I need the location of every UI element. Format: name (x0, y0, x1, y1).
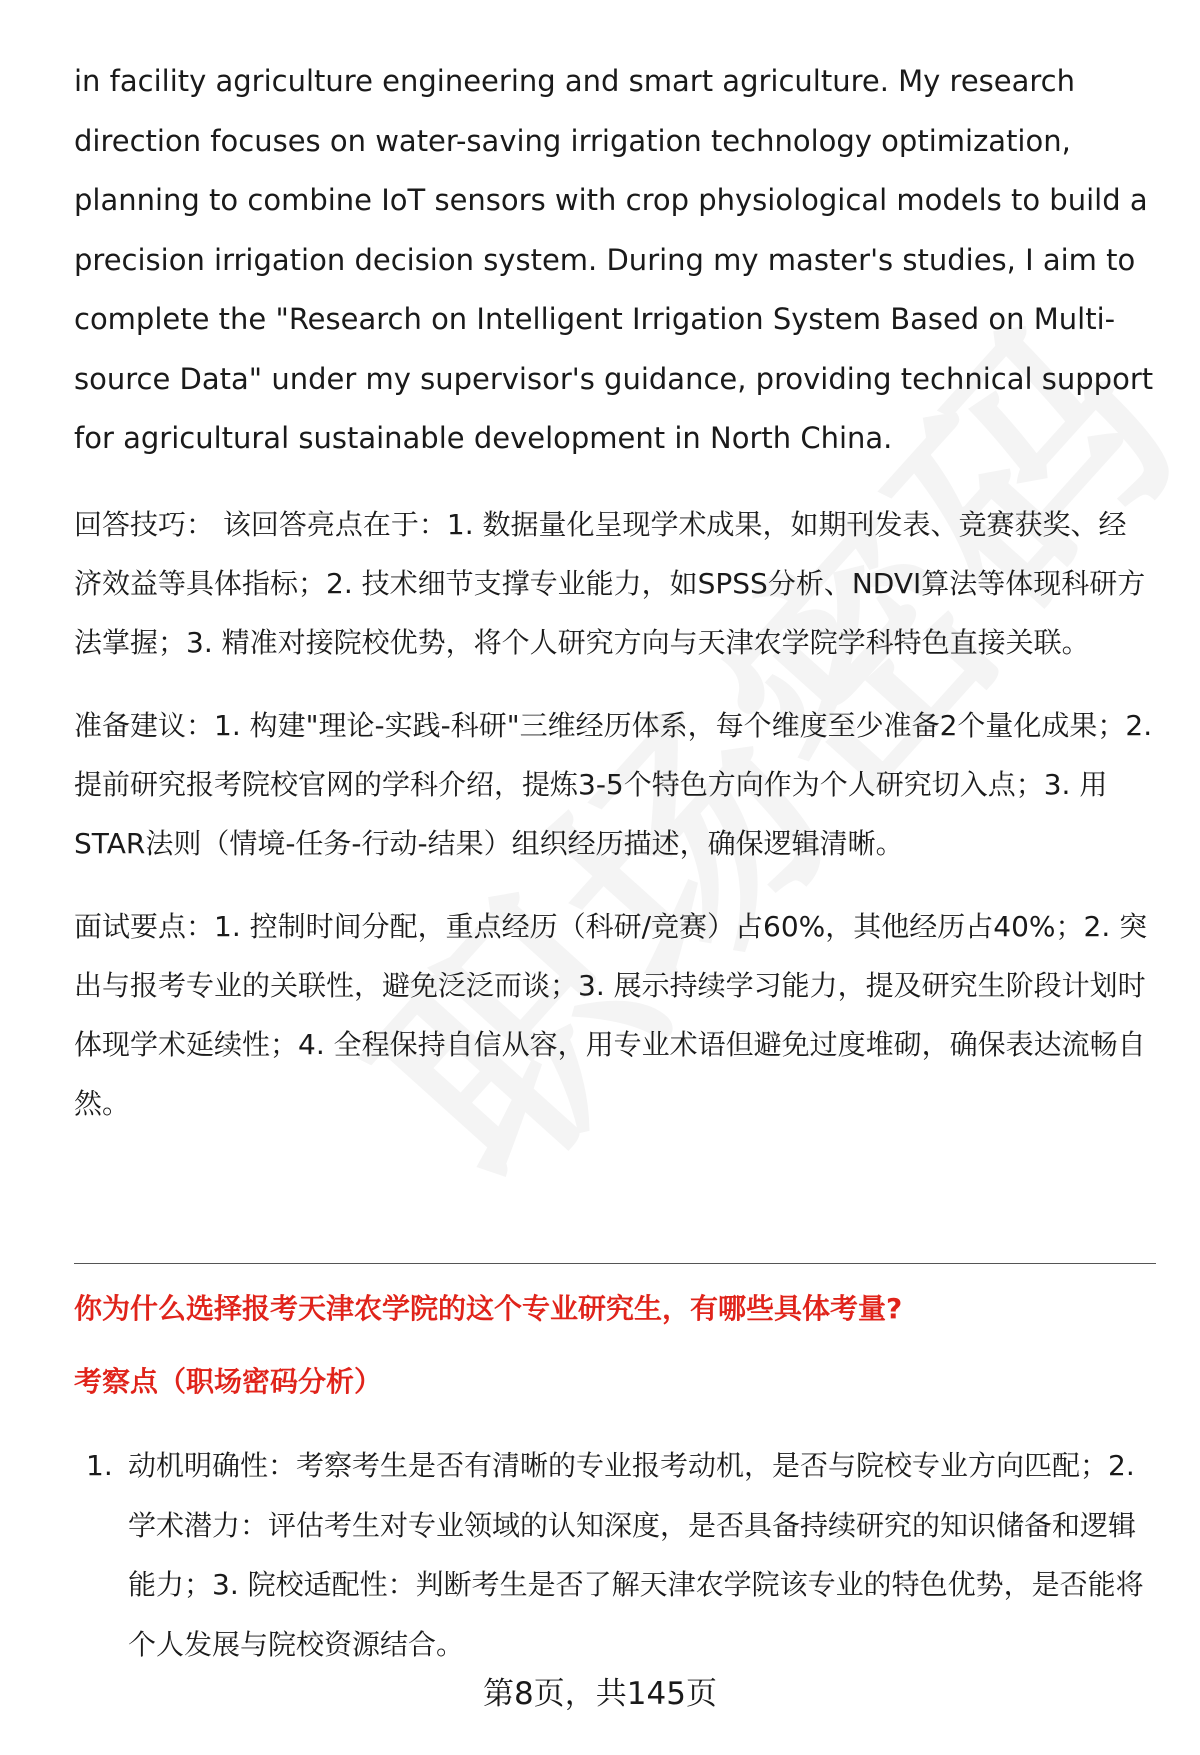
list-item (74, 1436, 1154, 1674)
interview-points-paragraph: 面试要点：1. 控制时间分配，重点经历（科研/竞赛）占60%，其他经历占40%；2. 突出与报考专业的关联性，避免泛泛而谈；3. 展示持续学习能力，提及研究生阶段计划时体现学术延续性；4. 全程保持自信从容，用专业术语但避免过度堆砌，确保表达流畅自然。 (74, 909, 1148, 1120)
assessment-section-title: 考察点（职场密码分析） (74, 1365, 383, 1398)
answer-tips-paragraph: 回答技巧： 该回答亮点在于：1. 数据量化呈现学术成果，如期刊发表、竞赛获奖、经济效益等具体指标；2. 技术细节支撑专业能力，如SPSS分析、NDVI算法等体现科研方法掌握；3. 精准对接院校优势，将个人研究方向与天津农学院学科特色直接关联。 (74, 507, 1146, 659)
section-divider (74, 1263, 1156, 1264)
continuation-paragraph: in facility agriculture engineering and smart agriculture. My research direction focuses on water-saving irrigation technology optimization, planning to combine IoT sensors with crop physiological models to build a precision irrigation decision system. During my master's studies, I aim to complete the "Research on Intelligent Irrigation System Based on Multi-source Data" under my supervisor's guidance, providing technical support for agricultural sustainable development in North China. (74, 64, 1154, 455)
page-footer: 第8页，共145页 (483, 1676, 717, 1712)
list-item-text: 动机明确性：考察考生是否有清晰的专业报考动机，是否与院校专业方向匹配；2. 学术潜力：评估考生对专业领域的认知深度，是否具备持续研究的知识储备和逻辑能力；3. 院校适配性：判断考生是否了解天津农学院该专业的特色优势，是否能将个人发展与院校资源结合。 (128, 1449, 1144, 1661)
document-body (74, 52, 1154, 1157)
list-item-number: 1. (86, 1449, 113, 1482)
preparation-advice-paragraph: 准备建议：1. 构建"理论-实践-科研"三维经历体系，每个维度至少准备2个量化成果；2. 提前研究报考院校官网的学科介绍，提炼3-5个特色方向作为个人研究切入点；3. 用STAR法则（情境-任务-行动-结果）组织经历描述，确保逻辑清晰。 (74, 708, 1153, 860)
question-heading: 你为什么选择报考天津农学院的这个专业研究生，有哪些具体考量? (74, 1292, 903, 1325)
assessment-points-list (74, 1436, 1154, 1674)
